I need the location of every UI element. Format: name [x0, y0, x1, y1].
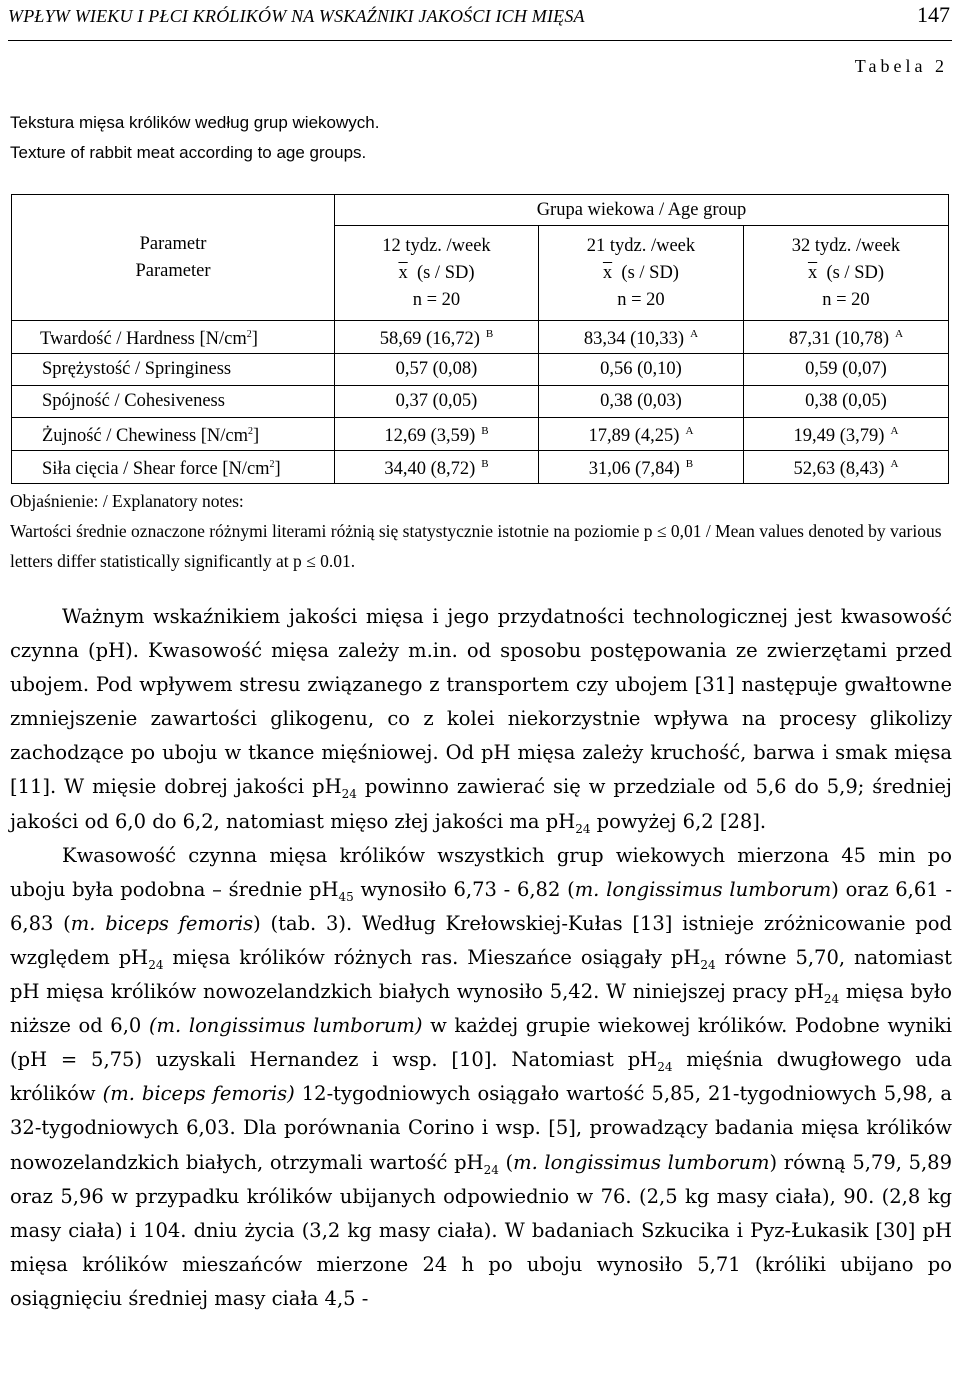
table-cell — [538, 321, 743, 354]
cell-value: 31,06 (7,84) — [588, 459, 680, 480]
cell-value: 34,40 (8,72) — [384, 459, 476, 480]
sd-label: (s / SD) — [416, 262, 475, 283]
page-header — [8, 0, 952, 41]
cell-value: 0,38 (0,03) — [600, 391, 682, 412]
age-label: 12 tydz. /week — [382, 235, 491, 256]
text-run: ( — [498, 1150, 514, 1174]
significance-letter: B — [481, 425, 489, 438]
running-title: WPŁYW WIEKU I PŁCI KRÓLIKÓW NA WSKAŹNIKI JAKOŚCI ICH MIĘSA — [8, 6, 585, 26]
unit-exponent: 2 — [248, 426, 254, 438]
unit-exponent: 2 — [246, 329, 252, 340]
table-row — [12, 418, 949, 451]
row-label-end: ] — [251, 329, 258, 350]
table-cell — [538, 451, 743, 484]
cell-value: 58,69 (16,72) — [379, 329, 480, 350]
cell-value: 0,37 (0,05) — [395, 391, 478, 412]
row-label-end: ] — [253, 426, 260, 447]
page-number: 147 — [917, 2, 950, 27]
age-label: 32 tydz. /week — [791, 235, 901, 256]
table-caption — [10, 108, 379, 168]
mean-symbol: $\overline{x}$ — [398, 262, 408, 283]
text-run: równe 5,70, natomiast pH mięsa królików nowozelandzkich białych wynosiło 5,42. W niniejszej pracy pH — [10, 945, 952, 1004]
stat-label — [539, 260, 743, 287]
significance-letter: B — [481, 458, 489, 471]
text-run: Kwasowość czynna mięsa królików wszystkich grup wiekowych mierzona 45 min po uboju była podobna – średnie pH — [10, 843, 952, 901]
table-row — [12, 386, 949, 418]
text-run: mięsa było niższe od 6,0 — [10, 980, 952, 1038]
row-label — [12, 386, 335, 418]
unit-exponent: 2 — [269, 459, 275, 471]
paragraph-2 — [10, 839, 952, 1316]
age-col-12 — [335, 226, 539, 321]
text-run: ) oraz 6,61 - 6,83 ( — [10, 877, 952, 935]
row-label-text: Spójność / Cohesiveness — [42, 391, 225, 412]
paragraph-1 — [10, 600, 952, 839]
cell-value: 52,63 (8,43) — [793, 459, 885, 480]
age-col-21 — [538, 226, 743, 321]
italic-run: m. longissimus lumborum — [513, 1150, 770, 1174]
cell-value: 0,56 (0,10) — [600, 359, 682, 380]
text-run: Ważnym wskaźnikiem jakości mięsa i jego przydatności technologicznej jest kwasowość czynna (pH). Kwasowość mięsa zależy m.in. od sposobu postępowania ze zwierzętami przed ubojem. Pod wpływem stresu związanego z transportem czy ubojem [31] następuje gwałtowne zmniejszenie zawartości glikogenu, co z kolei niekorzystnie wpływa na procesy glikolizy zachodzące po uboju w tkance mięśniowej. Od pH mięsa zależy kruchość, barwa i smak mięsa [11]. W mięsie dobrej jakości pH — [10, 605, 952, 799]
mean-symbol: $\overline{x}$ — [807, 262, 818, 283]
stat-label — [335, 260, 538, 287]
table-label: Tabela 2 — [854, 56, 948, 76]
significance-letter: A — [690, 328, 699, 340]
row-label-end: ] — [274, 459, 281, 480]
table-row — [12, 354, 949, 386]
row-label-text: Twardość / Hardness [N/cm — [40, 329, 247, 350]
n-label: n = 20 — [822, 289, 870, 310]
cell-value: 87,31 (10,78) — [788, 329, 890, 350]
text-run: powinno zawierać się w przedziale od 5,6 do 5,9; średniej jakości od 6,0 do 6,2, natomiast mięso złej jakości ma pH — [10, 775, 952, 833]
subscript: 24 — [700, 957, 716, 972]
row-label-text: Żujność / Chewiness [N/cm — [42, 426, 249, 447]
row-label — [12, 451, 335, 484]
table-cell — [335, 418, 539, 451]
italic-run: (m. biceps femoris) — [102, 1082, 295, 1106]
cell-value: 83,34 (10,33) — [583, 329, 685, 350]
group-header: Grupa wiekowa / Age group — [335, 195, 949, 226]
notes-text: Wartości średnie oznaczone różnymi literami różnią się statystycznie istotnie na poziomie p ≤ 0,01 / Mean values denoted by various letters differ statistically significantly at p ≤ 0.01. — [10, 521, 942, 571]
cell-value: 0,59 (0,07) — [805, 359, 887, 380]
significance-letter: B — [485, 328, 494, 340]
table-cell — [335, 354, 539, 386]
param-header-en: Parameter — [135, 260, 211, 281]
significance-letter: B — [685, 458, 694, 471]
param-header-pl: Parametr — [139, 233, 207, 254]
text-run: powyżej 6,2 [28]. — [590, 809, 767, 833]
notes-title: Objaśnienie: / Explanatory notes: — [10, 491, 244, 511]
table-cell — [335, 386, 539, 418]
subscript: 45 — [338, 889, 354, 904]
text-run: mięśnia dwugłowego uda królików — [10, 1048, 952, 1106]
table-cell — [538, 386, 743, 418]
subscript: 24 — [148, 957, 164, 972]
subscript: 24 — [483, 1162, 499, 1177]
text-run: ) równą 5,79, 5,89 oraz 5,96 w przypadku królików ubijanych odpowiednio w 76. (2,5 kg masy ciała), 90. (2,8 kg masy ciała) i 104. dniu życia (3,2 kg masy ciała). W badaniach Szkucika i Pyz-Łukasik [30] pH mięsa królików mieszańców mierzone 24 h po uboju wynosiło 5,71 (króliki ubijano po osiągnięciu średniej masy ciała 4,5 - — [10, 1150, 952, 1310]
sd-label: (s / SD) — [621, 262, 679, 283]
cell-value: 19,49 (3,79) — [793, 426, 885, 447]
italic-run: m. biceps femoris — [70, 911, 254, 935]
table-cell — [743, 354, 948, 386]
significance-letter: A — [895, 328, 904, 340]
row-label — [12, 418, 335, 451]
subscript: 24 — [341, 787, 357, 802]
row-label — [12, 354, 335, 386]
table-cell — [538, 354, 743, 386]
mean-symbol: $\overline{x}$ — [602, 262, 613, 283]
row-label-text: Sprężystość / Springiness — [42, 359, 232, 380]
table-row — [12, 451, 949, 484]
table-cell — [743, 451, 948, 484]
n-label: n = 20 — [412, 289, 461, 310]
age-col-32 — [743, 226, 948, 321]
body-text — [10, 600, 952, 1316]
significance-letter: A — [890, 458, 899, 471]
subscript: 24 — [575, 821, 591, 836]
caption-en: Texture of rabbit meat according to age groups. — [10, 143, 367, 162]
table-cell — [335, 451, 539, 484]
text-run: wynosiło 6,73 - 6,82 ( — [353, 877, 575, 901]
text-run: w każdej grupie wiekowej królików. Podobne wyniki (pH = 5,75) uzyskali Hernandez i wsp. [10]. Natomiast pH — [10, 1014, 952, 1072]
n-label: n = 20 — [617, 289, 665, 310]
text-run: ) (tab. 3). Według Krełowskiej-Kułas [13] istnieje zróżnicowanie pod względem pH — [10, 911, 952, 969]
caption-pl: Tekstura mięsa królików według grup wiekowych. — [10, 113, 380, 132]
table-notes — [10, 486, 954, 576]
italic-run: m. longissimus lumborum — [574, 877, 832, 901]
subscript: 24 — [823, 991, 840, 1006]
cell-value: 17,89 (4,25) — [588, 426, 680, 447]
cell-value: 0,38 (0,05) — [805, 391, 887, 412]
param-header — [12, 195, 335, 321]
significance-letter: A — [890, 425, 899, 438]
stat-label — [744, 260, 948, 287]
row-label — [12, 321, 335, 354]
cell-value: 12,69 (3,59) — [384, 426, 476, 447]
table-cell — [743, 386, 948, 418]
italic-run: (m. longissimus lumborum) — [148, 1014, 423, 1038]
text-run: mięsa królików różnych ras. Mieszańce osiągały pH — [163, 945, 701, 969]
significance-letter: A — [685, 425, 694, 438]
text-run: 12-tygodniowych osiągało wartość 5,85, 21-tygodniowych 5,98, a 32-tygodniowych 6,03. Dla porównania Corino i wsp. [5], prowadzący badania mięsa królików nowozelandzkich białych, otrzymali wartość pH — [10, 1082, 952, 1174]
table-cell — [743, 418, 948, 451]
sd-label: (s / SD) — [826, 262, 884, 283]
table-cell — [538, 418, 743, 451]
table-row — [12, 321, 949, 354]
cell-value: 0,57 (0,08) — [395, 359, 478, 380]
row-label-text: Siła cięcia / Shear force [N/cm — [42, 459, 270, 480]
subscript: 24 — [657, 1060, 673, 1075]
age-label: 21 tydz. /week — [586, 235, 696, 256]
table-cell — [743, 321, 948, 354]
table-cell — [335, 321, 539, 354]
texture-table — [11, 194, 949, 484]
